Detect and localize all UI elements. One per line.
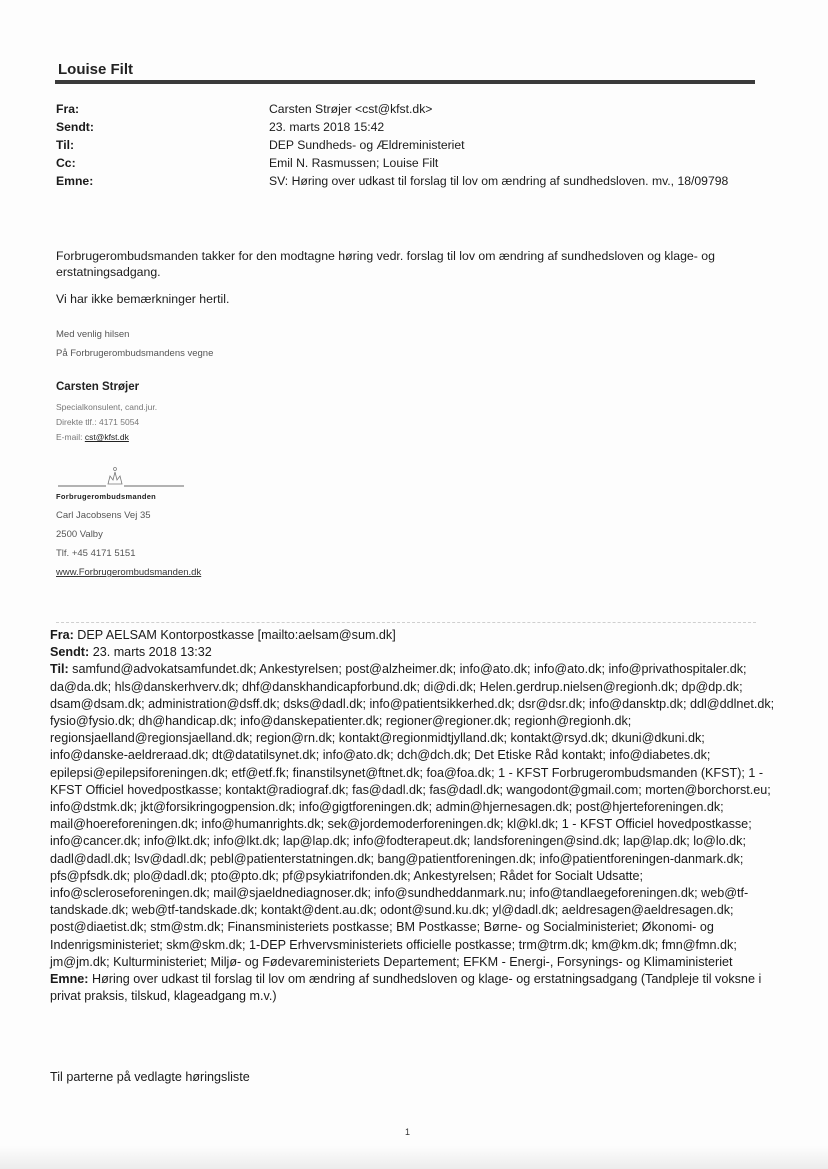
signature-title: Specialkonsulent, cand.jur. [56, 402, 158, 412]
signature-phone: Direkte tlf.: 4171 5054 [56, 417, 140, 427]
signature-email-label: E-mail: [56, 432, 83, 442]
website-link[interactable]: www.Forbrugerombudsmanden.dk [56, 567, 202, 578]
scan-edge [0, 1146, 828, 1169]
header-label: Fra: [56, 102, 80, 116]
page-number: 1 [405, 1127, 411, 1137]
address-line-1: Carl Jacobsens Vej 35 [56, 510, 151, 521]
header-row-subject [56, 172, 756, 190]
signature-email-line [56, 430, 157, 445]
forward-from-label: Fra: [50, 628, 74, 642]
greeting-line-1: Med venlig hilsen [56, 329, 130, 340]
email-header [56, 100, 756, 190]
forward-from-value: DEP AELSAM Kontorpostkasse [mailto:aelsam@sum.dk] [77, 628, 396, 642]
forward-subject [50, 971, 780, 1005]
header-label: Cc: [56, 156, 76, 170]
header-row-cc [56, 154, 756, 172]
forward-to [50, 661, 780, 971]
signature-details [56, 400, 157, 445]
header-label: Sendt: [56, 120, 94, 134]
header-label: Emne: [56, 174, 94, 188]
header-row-sent [56, 118, 756, 136]
header-row-to [56, 136, 756, 154]
greeting [56, 325, 213, 363]
header-row-from [56, 100, 756, 118]
header-value: 23. marts 2018 15:42 [269, 120, 385, 134]
crown-logo-icon [56, 462, 186, 490]
address-phone: Tlf. +45 4171 5151 [56, 548, 136, 559]
forward-sent [50, 644, 780, 661]
owner-divider [55, 80, 755, 84]
forward-from [50, 627, 780, 644]
forward-sent-value: 23. marts 2018 13:32 [92, 645, 212, 660]
organization-name: Forbrugerombudsmanden [56, 492, 157, 501]
body-paragraph-1: Forbrugerombudsmanden takker for den modtagne høring vedr. forslag til lov om ændring af sundhedsloven og klage- og erstatningsadgang. [56, 249, 715, 279]
header-label: Til: [56, 138, 75, 152]
forward-subject-value: Høring over udkast til forslag til lov om ændring af sundhedsloven og klage- og erstatningsadgang (Tandpleje til voksne i privat praksis, tilskud, klageadgang m.v.) [50, 972, 762, 1004]
forward-sent-label: Sendt: [50, 645, 90, 660]
forward-to-label: Til: [50, 662, 69, 677]
forward-body-text: Til parterne på vedlagte høringsliste [50, 1070, 250, 1084]
organization-address [56, 506, 201, 582]
forwarded-message [50, 627, 780, 1005]
mailbox-owner-name: Louise Filt [58, 61, 133, 78]
forward-to-value: samfund@advokatsamfundet.dk; Ankestyrelsen; post@alzheimer.dk; info@ato.dk; info@ato.dk; info@privathospitaler.dk; da@da.dk; hls@danskerhverv.dk; dhf@danskhandicapforbund.dk; di@di.dk; Helen.gerdrup.nielsen@regionh.dk; dp@dp.dk; dsam@dsam.dk; administration@dsff.dk; dsks@dadl.dk; info@patientsikkerhed.dk; dsr@dsr.dk; info@dansktp.dk; ddl@ddlnet.dk; fysio@fysio.dk; dh@handicap.dk; info@danskepatienter.dk; regioner@regioner.dk; regionh@regionh.dk; regionsjaelland@regionsjaelland.dk; region@rn.dk; kontakt@regionmidtjylland.dk; kontakt@rsyd.dk; dkuni@dkuni.dk; info@danske-aeldreraad.dk; dt@datatilsynet.dk; info@ato.dk; dch@dch.dk; Det Etiske Råd kontakt; info@diabetes.dk; epilepsi@epilepsiforeningen.dk; etf@etf.fk; finanstilsynet@ftnet.dk; foa@foa.dk; 1 - KFST Forbrugerombudsmanden (KFST); 1 - KFST Officiel hovedpostkasse; kontakt@radiograf.dk; fas@dadl.dk; fas@dadl.dk; wangodont@gmail.com; morten@borchorst.eu; info@dstmk.dk; jkt@forsikringogpension.dk; info@gigtforeningen.dk; admin@hjernesagen.dk; post@hjerteforeningen.dk; mail@hoereforeningen.dk; info@humanrights.dk; sek@jordemoderforeningen.dk; kl@kl.dk; 1 - KFST Officiel hovedpostkasse; info@cancer.dk; info@lkt.dk; info@lkt.dk; lap@lap.dk; info@fodterapeut.dk; landsforeningen@sind.dk; lap@lap.dk; lo@lo.dk; dadl@dadl.dk; lsv@dadl.dk; pebl@patienterstatningen.dk; bang@patientforeningen.dk; info@patientforeningen-danmark.dk; pfs@pfsdk.dk; plo@dadl.dk; pto@pto.dk; pf@psykiatrifonden.dk; Ankestyrelsen; Rådet for Socialt Udsatte; info@scleroseforeningen.dk; mail@sjaeldnediagnoser.dk; info@sundheddanmark.nu; info@tandlaegeforeningen.dk; web@tf-tandskade.dk; web@tf-tandskade.dk; kontakt@dent.au.dk; odont@sund.ku.dk; yl@dadl.dk; aeldresagen@aeldresagen.dk; post@diaetist.dk; stm@stm.dk; Finansministeriets postkasse; BM Postkasse; Børne- og Socialministeriet; Økonomi- og Indenrigsministeriet; skm@skm.dk; 1-DEP Erhvervsministeriets officielle postkasse; trm@trm.dk; km@km.dk; fmn@fmn.dk; jm@jm.dk; Kulturministeriet; Miljø- og Fødevareministeriets Departement; EFKM - Energi-, Forsynings- og Klimaministeriet [50, 662, 775, 969]
greeting-line-2: På Forbrugerombudsmandens vegne [56, 348, 214, 359]
signature-email-link[interactable]: cst@kfst.dk [84, 432, 129, 442]
header-value: Carsten Strøjer <cst@kfst.dk> [269, 102, 433, 116]
header-value: DEP Sundheds- og Ældreministeriet [269, 138, 465, 152]
header-value: SV: Høring over udkast til forslag til lov om ændring af sundhedsloven. mv., 18/09798 [269, 174, 729, 188]
header-value: Emil N. Rasmussen; Louise Filt [269, 156, 439, 170]
forward-separator [56, 622, 756, 623]
forward-subject-label: Emne: [50, 972, 89, 987]
signature-name: Carsten Strøjer [56, 381, 140, 393]
body-paragraph-2: Vi har ikke bemærkninger hertil. [56, 292, 230, 306]
address-line-2: 2500 Valby [56, 529, 103, 540]
